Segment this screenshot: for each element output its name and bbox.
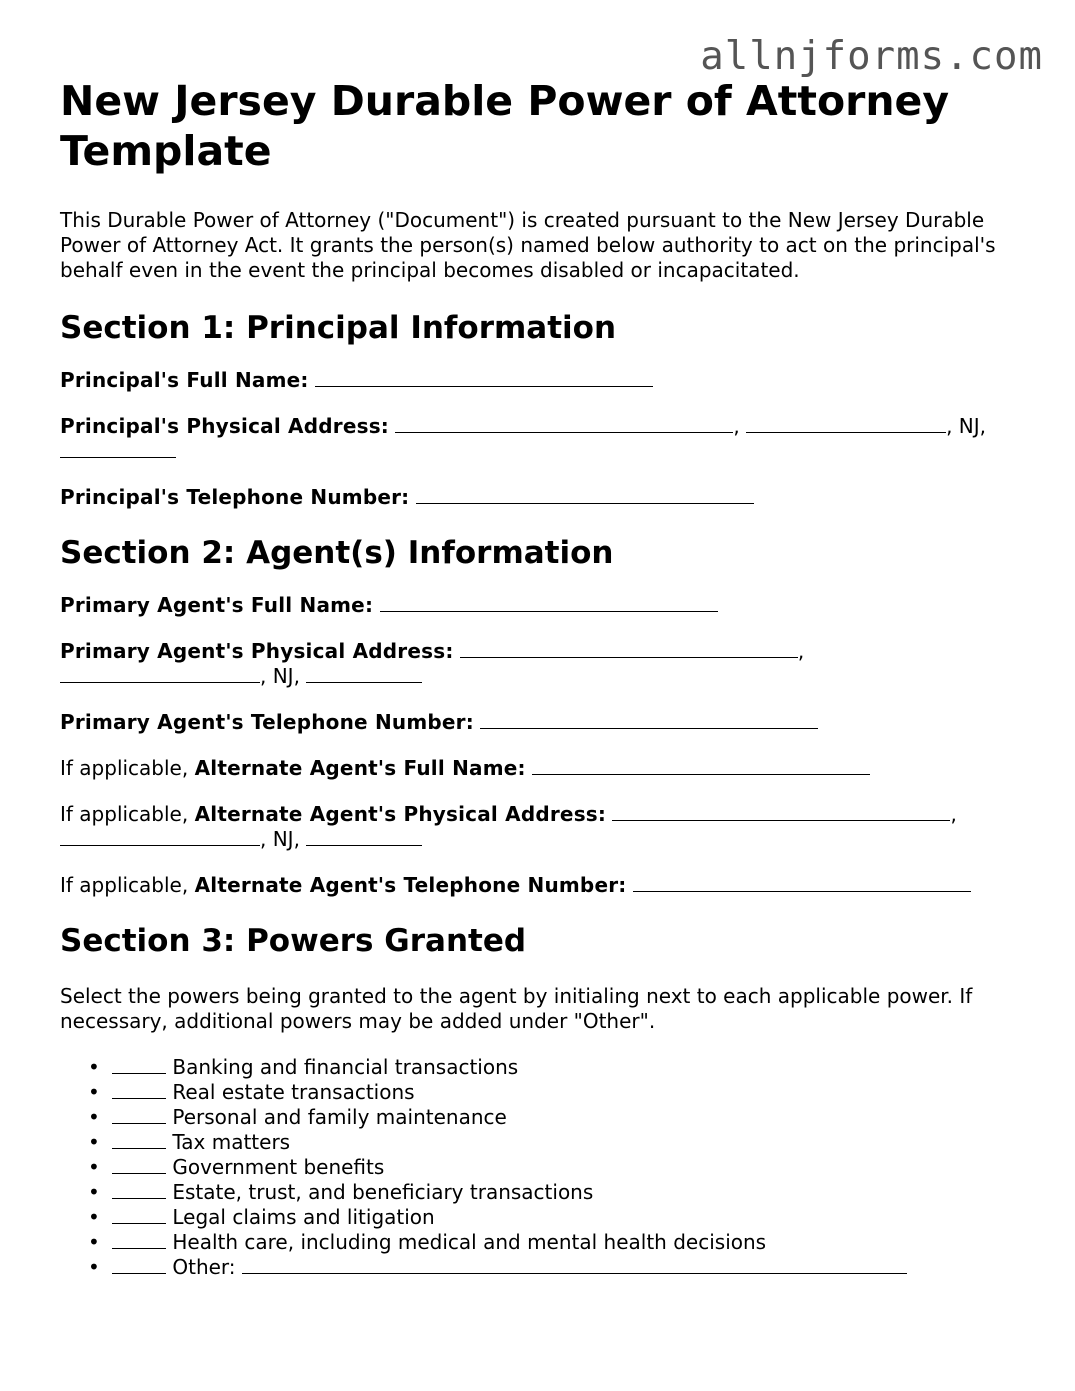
initial-blank[interactable] bbox=[112, 1180, 166, 1199]
initial-blank[interactable] bbox=[112, 1080, 166, 1099]
document-page bbox=[60, 76, 1020, 1280]
bullet-icon: • bbox=[88, 1130, 100, 1154]
bullet-icon: • bbox=[88, 1230, 100, 1254]
state-abbrev: , NJ, bbox=[260, 827, 300, 851]
power-label: Banking and financial transactions bbox=[172, 1055, 519, 1079]
list-item bbox=[88, 1180, 1020, 1205]
bullet-icon: • bbox=[88, 1205, 100, 1229]
principal-street-blank[interactable] bbox=[395, 414, 733, 433]
watermark: allnjforms.com bbox=[700, 34, 1043, 79]
list-item bbox=[88, 1255, 1020, 1280]
section-3-heading: Section 3: Powers Granted bbox=[60, 923, 527, 959]
power-label: Other: bbox=[172, 1255, 236, 1279]
list-item bbox=[88, 1080, 1020, 1105]
if-applicable-text: If applicable, bbox=[60, 756, 189, 780]
primary-agent-name-blank[interactable] bbox=[380, 593, 718, 612]
list-item bbox=[88, 1205, 1020, 1230]
comma: , bbox=[950, 802, 957, 826]
bullet-icon: • bbox=[88, 1080, 100, 1104]
section-2-heading: Section 2: Agent(s) Information bbox=[60, 535, 614, 571]
powers-instructions: Select the powers being granted to the agent by initialing next to each applicable power. If necessary, additional powers may be added under "Other". bbox=[60, 984, 973, 1033]
power-label: Real estate transactions bbox=[172, 1080, 415, 1104]
alternate-agent-name-label: Alternate Agent's Full Name: bbox=[194, 756, 526, 780]
primary-agent-name-label: Primary Agent's Full Name: bbox=[60, 593, 374, 617]
initial-blank[interactable] bbox=[112, 1105, 166, 1124]
if-applicable-text: If applicable, bbox=[60, 802, 189, 826]
powers-list bbox=[60, 1055, 1020, 1280]
list-item bbox=[88, 1105, 1020, 1130]
alternate-agent-address-label: Alternate Agent's Physical Address: bbox=[194, 802, 607, 826]
principal-zip-blank[interactable] bbox=[60, 439, 176, 458]
primary-agent-zip-blank[interactable] bbox=[306, 664, 422, 683]
principal-name-blank[interactable] bbox=[315, 368, 653, 387]
list-item bbox=[88, 1155, 1020, 1180]
principal-name-label: Principal's Full Name: bbox=[60, 368, 309, 392]
if-applicable-text: If applicable, bbox=[60, 873, 189, 897]
power-label: Personal and family maintenance bbox=[172, 1105, 507, 1129]
alternate-agent-phone-blank[interactable] bbox=[633, 873, 971, 892]
power-label: Government benefits bbox=[172, 1155, 385, 1179]
comma: , bbox=[733, 414, 740, 438]
power-label: Estate, trust, and beneficiary transactions bbox=[172, 1180, 594, 1204]
other-power-blank[interactable] bbox=[242, 1255, 907, 1274]
state-abbrev: , NJ, bbox=[260, 664, 300, 688]
bullet-icon: • bbox=[88, 1105, 100, 1129]
initial-blank[interactable] bbox=[112, 1205, 166, 1224]
alternate-agent-phone-field bbox=[60, 873, 1020, 898]
power-label: Tax matters bbox=[172, 1130, 291, 1154]
intro-paragraph: This Durable Power of Attorney ("Document") is created pursuant to the New Jersey Durable Power of Attorney Act. It grants the person(s) named below authority to act on the principal's behalf even in the event the principal becomes disabled or incapacitated. bbox=[60, 208, 996, 282]
alternate-agent-name-field bbox=[60, 756, 1020, 781]
state-abbrev: , NJ, bbox=[946, 414, 987, 438]
alternate-agent-zip-blank[interactable] bbox=[306, 827, 422, 846]
principal-address-field bbox=[60, 414, 1020, 464]
document-title: New Jersey Durable Power of Attorney Template bbox=[60, 77, 950, 175]
principal-phone-field bbox=[60, 485, 1020, 510]
power-label: Health care, including medical and mental health decisions bbox=[172, 1230, 767, 1254]
primary-agent-street-blank[interactable] bbox=[460, 639, 798, 658]
comma: , bbox=[797, 639, 805, 663]
principal-phone-label: Principal's Telephone Number: bbox=[60, 485, 410, 509]
bullet-icon: • bbox=[88, 1055, 100, 1079]
bullet-icon: • bbox=[88, 1255, 100, 1279]
alternate-agent-city-blank[interactable] bbox=[60, 827, 260, 846]
primary-agent-city-blank[interactable] bbox=[60, 664, 260, 683]
alternate-agent-address-field bbox=[60, 802, 1020, 852]
list-item bbox=[88, 1055, 1020, 1080]
primary-agent-phone-blank[interactable] bbox=[480, 710, 818, 729]
alternate-agent-name-blank[interactable] bbox=[532, 756, 870, 775]
bullet-icon: • bbox=[88, 1180, 100, 1204]
primary-agent-address-label: Primary Agent's Physical Address: bbox=[60, 639, 454, 663]
alternate-agent-street-blank[interactable] bbox=[612, 802, 950, 821]
list-item bbox=[88, 1230, 1020, 1255]
primary-agent-phone-field bbox=[60, 710, 1020, 735]
principal-address-label: Principal's Physical Address: bbox=[60, 414, 389, 438]
power-label: Legal claims and litigation bbox=[172, 1205, 435, 1229]
bullet-icon: • bbox=[88, 1155, 100, 1179]
initial-blank[interactable] bbox=[112, 1230, 166, 1249]
alternate-agent-phone-label: Alternate Agent's Telephone Number: bbox=[194, 873, 627, 897]
primary-agent-address-field bbox=[60, 639, 1020, 689]
primary-agent-phone-label: Primary Agent's Telephone Number: bbox=[60, 710, 474, 734]
initial-blank[interactable] bbox=[112, 1055, 166, 1074]
principal-name-field bbox=[60, 368, 1020, 393]
initial-blank[interactable] bbox=[112, 1130, 166, 1149]
principal-city-blank[interactable] bbox=[746, 414, 946, 433]
section-1-heading: Section 1: Principal Information bbox=[60, 310, 617, 346]
initial-blank[interactable] bbox=[112, 1155, 166, 1174]
principal-phone-blank[interactable] bbox=[416, 485, 754, 504]
primary-agent-name-field bbox=[60, 593, 1020, 618]
list-item bbox=[88, 1130, 1020, 1155]
initial-blank[interactable] bbox=[112, 1255, 166, 1274]
